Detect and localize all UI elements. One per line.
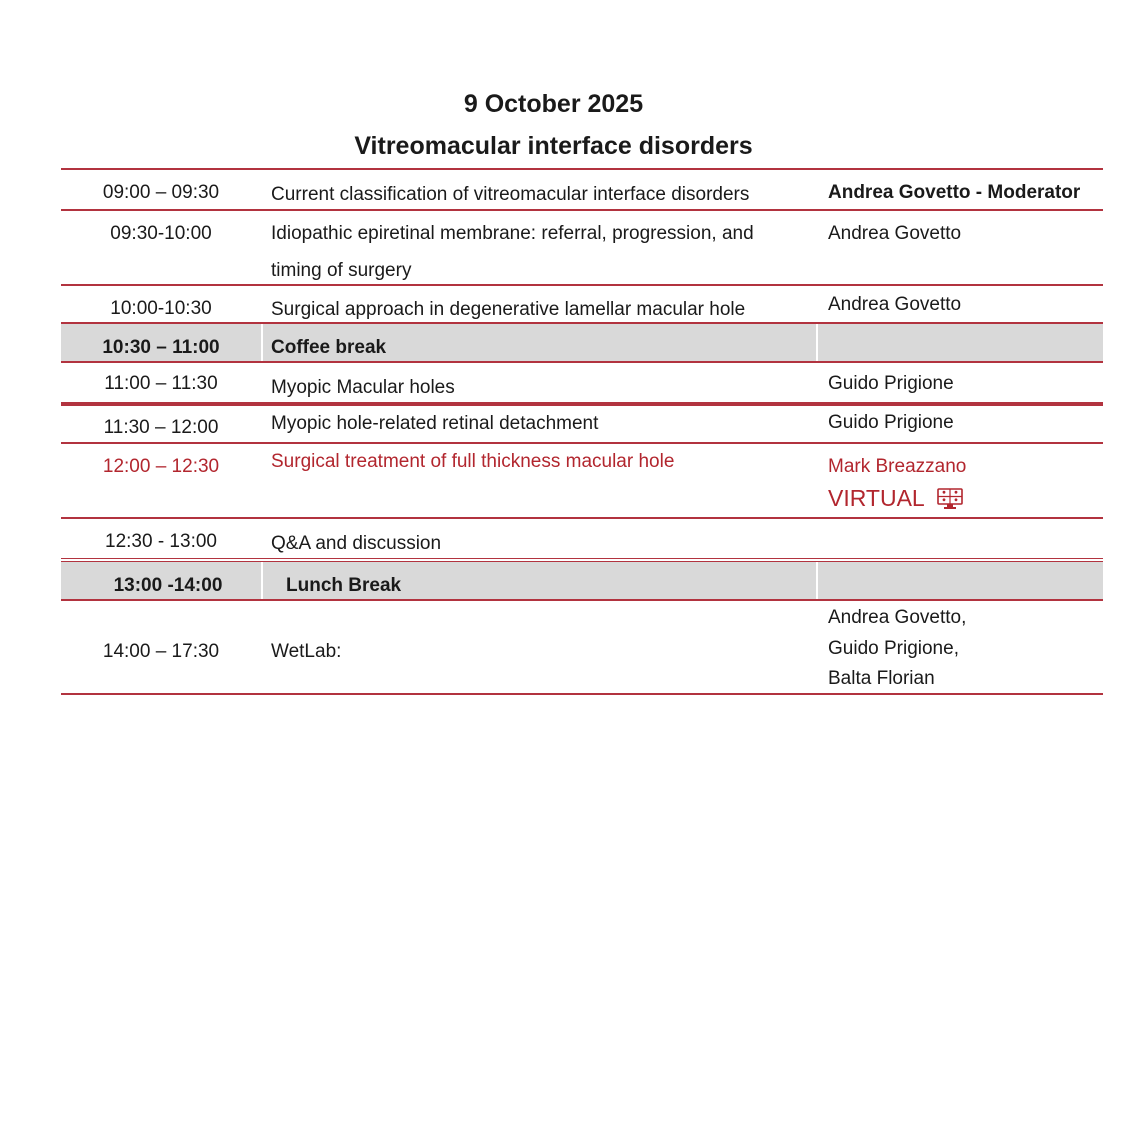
- speaker-cell-line3: Balta Florian: [828, 668, 935, 689]
- schedule-table: [61, 168, 1103, 695]
- video-conference-icon: [937, 488, 963, 510]
- topic-cell: Myopic hole-related retinal detachment: [271, 413, 599, 434]
- speaker-cell: Andrea Govetto - Moderator: [828, 182, 1081, 203]
- speaker-cell: Guido Prigione: [828, 412, 954, 433]
- speaker-cell: Guido Prigione: [828, 373, 954, 394]
- topic-cell: WetLab:: [271, 641, 342, 662]
- speaker-cell: Andrea Govetto: [828, 294, 962, 315]
- topic-cell: Lunch Break: [286, 575, 402, 596]
- lunch-break-row: [61, 562, 1103, 601]
- table-row: [61, 211, 1103, 286]
- table-row: [61, 406, 1103, 444]
- topic-cell: Surgical approach in degenerative lamellar macular hole: [271, 299, 746, 320]
- table-row: [61, 519, 1103, 562]
- header: [0, 84, 1107, 166]
- virtual-label: VIRTUAL: [828, 485, 925, 511]
- topic-cell: Current classification of vitreomacular interface disorders: [271, 184, 750, 205]
- time-cell: 09:30-10:00: [110, 223, 212, 244]
- topic-cell: Surgical treatment of full thickness macular hole: [271, 451, 675, 472]
- speaker-cell: Mark Breazzano: [828, 456, 967, 477]
- time-cell: 14:00 – 17:30: [102, 641, 220, 662]
- coffee-break-row: [61, 324, 1103, 363]
- table-row-virtual: [61, 444, 1103, 519]
- topic-cell-line1: Idiopathic epiretinal membrane: referral, progression, and: [271, 223, 754, 244]
- speaker-cell-line1: Andrea Govetto,: [828, 607, 967, 628]
- time-cell: 10:00-10:30: [110, 298, 212, 319]
- table-row: [61, 286, 1103, 324]
- table-row: [61, 601, 1103, 695]
- topic-cell-line2: timing of surgery: [271, 260, 412, 281]
- time-cell: 12:00 – 12:30: [102, 456, 220, 477]
- topic-cell: Myopic Macular holes: [271, 377, 455, 398]
- table-row: [61, 363, 1103, 406]
- time-cell: 11:00 – 11:30: [104, 373, 218, 394]
- time-cell: 13:00 -14:00: [113, 575, 223, 596]
- time-cell: 11:30 – 12:00: [103, 417, 219, 438]
- topic-cell: Q&A and discussion: [271, 533, 442, 554]
- date-heading: 9 October 2025: [463, 90, 644, 118]
- table-row: [61, 170, 1103, 211]
- speaker-cell: Andrea Govetto: [828, 223, 962, 244]
- time-cell: 10:30 – 11:00: [102, 337, 220, 358]
- session-title: Vitreomacular interface disorders: [354, 132, 753, 160]
- time-cell: 09:00 – 09:30: [102, 182, 220, 203]
- topic-cell: Coffee break: [271, 337, 387, 358]
- speaker-cell-line2: Guido Prigione,: [828, 638, 959, 659]
- time-cell: 12:30 - 13:00: [105, 531, 217, 552]
- virtual-badge: [828, 485, 963, 512]
